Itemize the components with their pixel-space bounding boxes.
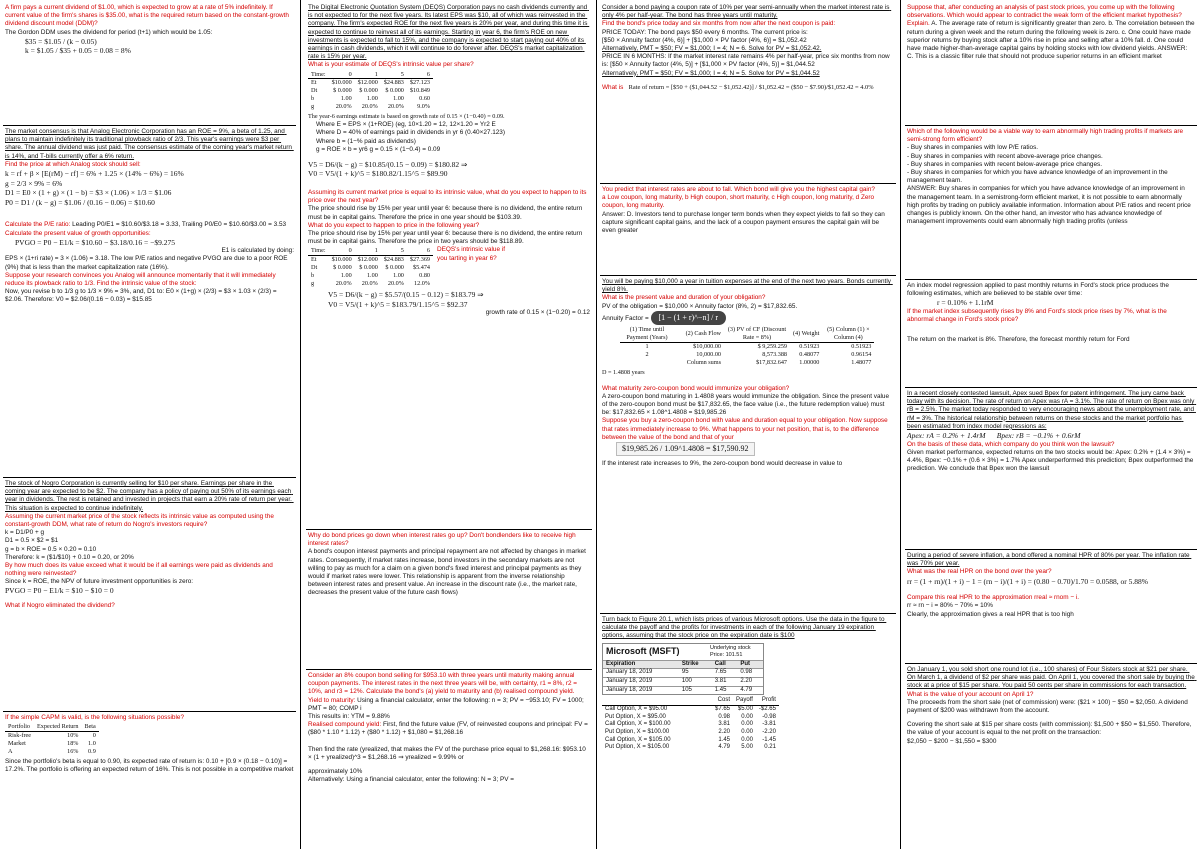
- question-text: Find the price at which Analog stock should sell:: [5, 160, 141, 168]
- predict-section: [600, 183, 896, 275]
- table-cell: $10.000: [331, 79, 352, 87]
- table-cell: 3.81: [718, 721, 731, 728]
- nogro-section: [3, 477, 296, 711]
- side-note: DEQS's intrinsic value if you tarting in year 6?: [437, 246, 507, 262]
- answer-text: E1 is calculated by doing:: [221, 247, 294, 255]
- capm-table: [5, 723, 99, 756]
- equation: Apex: rA = 0.2% + 1.4rM Bpex: rB = −0.1% + 0.6rM: [907, 430, 1081, 440]
- table-row: [602, 714, 779, 722]
- answer-text: D = 1.4808 years: [602, 368, 645, 376]
- equation: $19,985.26 / 1.09^1.4808 = $17,590.92: [616, 442, 755, 456]
- answer-text: First, find the future value (FV, of reinvested coupons and principal: FV = ($80 * 1.10 * 1.12) + ($80 * 1.12) + $1,080 = $1,268.16: [308, 721, 590, 737]
- answer-text: D1 = 0.5 × $2 = $1: [5, 537, 59, 545]
- table-header: Beta: [81, 723, 98, 731]
- annuity-formula: [1 − (1 + r)^−n] / r: [651, 311, 727, 325]
- answer-text: Where D = 40% of earnings paid in dividends in yr 6 (0.40×27.123): [316, 129, 505, 137]
- rates-section: [306, 529, 592, 669]
- question-text: Calculate the present value of growth opportunities:: [5, 229, 151, 237]
- column-4: [905, 2, 1197, 847]
- list-item: - Buy shares in companies with recent above-average price changes.: [907, 152, 1103, 160]
- table-cell: Put Option, X = $95.00: [605, 713, 666, 720]
- table-header: Payoff: [733, 697, 756, 705]
- answer-text: g = b × ROE = 0.5 × 0.20 = 0.10: [5, 545, 97, 553]
- question-text: Calculate the P/E ratio:: [5, 221, 71, 229]
- table-cell: Dt: [311, 87, 318, 95]
- table-cell: Put Option, X = $100.00: [605, 729, 670, 735]
- table-row: [308, 95, 433, 103]
- answer-text: [$50 × Annuity factor (4%, 6)] + [$1,000 × PV factor (4%, 6)] = $1,052.42: [602, 36, 807, 44]
- question-text: What is the value of your account on April 1?: [907, 690, 1034, 698]
- question-text: Which of the following would be a viable way to earn abnormally high trading profits if markets are semi-strong form efficient?: [907, 128, 1185, 144]
- answer-text: EPS × (1+ri rate) = 3 × (1.06) = 3.18. The low P/E ratios and negative PVGO are due to a poor ROE (9%) that is less than the market capitalization rate (16%).: [5, 255, 290, 271]
- answer-text: A zero-coupon bond maturing in 1.4808 years would immunize the obligation. Since the present value of the zero-coupon bond must be $17,832.65, the face value (i.e., the future redemption value) must be: $17,832.65 × 1.08^1.4808 = $19,985.26: [602, 392, 891, 417]
- table-cell: -1.45: [762, 736, 776, 743]
- table-cell: Market: [8, 740, 26, 748]
- table-cell: 8,573.388: [762, 350, 787, 358]
- table-cell: 1.00: [340, 95, 352, 103]
- msft-section: [600, 613, 896, 757]
- question-text: Turn back to Figure 20.1, which lists prices of various Microsoft options. Use the data in the figure to calculate the payoff and the profits for investments in each of the following January 19 expiration options, assuming that the stock price on the expiration date is $100: [602, 616, 887, 640]
- table-row: [602, 744, 779, 752]
- column-divider: [596, 0, 597, 849]
- question-text: If the simple CAPM is valid, is the following situations possible?: [5, 714, 185, 721]
- table-cell: 0.00: [741, 729, 753, 735]
- answer-text: Clearly, the approximation gives a real HPR that is too high: [907, 610, 1074, 618]
- table-header: (2) Cash Flow: [674, 326, 724, 342]
- equation: Rate of return = [$50 + ($1,044.52 − $1,052.42)] / $1,052.42 = ($50 − $7.90)/$1,052.42 = 4.0%: [628, 83, 874, 91]
- table-cell: $ 0.000: [333, 264, 352, 272]
- table-cell: $7.65: [715, 705, 731, 712]
- table-cell: $ 0.000: [333, 87, 352, 95]
- table-cell: Put Option, X = $105.00: [605, 744, 670, 751]
- table-cell: 0.96154: [851, 350, 872, 358]
- deqs-section: [306, 2, 592, 529]
- answer-text: rr ≈ rn − i = 80% − 70% = 10%: [907, 602, 993, 610]
- table-header: Expiration: [603, 660, 679, 669]
- table-cell: Et: [311, 79, 317, 87]
- table-header: 0: [329, 247, 355, 255]
- table-cell: 0.9: [88, 748, 96, 755]
- equation: g = 2/3 × 9% = 6%: [5, 178, 63, 188]
- capm-section: [3, 711, 296, 777]
- question-text: What do you expect to happen to price in the following year?: [308, 221, 480, 229]
- equation: k = rf + β × [E(rM) − rf] = 6% + 1.25 × (14% − 6%) = 16%: [5, 168, 184, 178]
- table-cell: 10,000.00: [696, 350, 721, 358]
- list-item: - Buy shares in companies for which you have advance knowledge of an improvement in the management team.: [907, 168, 1170, 185]
- answer-text: $2,050 − $200 − $1,550 = $300: [907, 737, 997, 745]
- semi-annual-section: [600, 2, 896, 183]
- ddm-section: [3, 2, 296, 125]
- underlying-price: Underlying stock Price: 101.51: [710, 644, 751, 658]
- table-header: (4) Weight: [790, 326, 822, 342]
- column-divider: [300, 0, 301, 849]
- answer-text: This results in: YTM = 9.88%: [308, 712, 390, 720]
- table-header: 5: [381, 71, 407, 79]
- table-cell: 1.00: [393, 95, 404, 103]
- answer-text: growth rate of 0.15 × (1−0.20) = 0.12: [485, 309, 590, 317]
- table-cell: 0.00: [741, 721, 753, 728]
- short-sale-section: [905, 663, 1197, 749]
- answer-text: ANSWER: Buy shares in companies for which you have advance knowledge of an improvement in the management team. In a semistrong-form efficient market, it is not possible to earn abnormally high profits by trading on publicly available information. Information about P/E ratios and recent price changes is publicly known. On the other hand, an investor who has advance knowledge of management improvements could earn abnormally high trading profits (unless: [907, 185, 1193, 226]
- table-header: Call: [712, 660, 738, 669]
- table-cell: $27.123: [409, 79, 430, 87]
- question-text: What is the present value and duration of your obligation?: [602, 294, 766, 302]
- table-row: [602, 721, 779, 729]
- answer-text: The price should rise by 15% per year until year 6: because there is no dividend, the entire return must be in capital gains. Therefore the price in one year should be $103.39.: [308, 205, 585, 221]
- table-cell: 0.48077: [799, 350, 820, 358]
- table-header: Time:: [308, 71, 329, 79]
- equation: PVGO = P0 − E1/k = $10.60 − $3.18/0.16 = −$9.275: [15, 237, 175, 247]
- table-row: [308, 103, 433, 111]
- table-cell: Risk-free: [8, 732, 32, 740]
- table-row: [5, 740, 99, 748]
- question-text: Consider an 8% coupon bond selling for $953.10 with three years until maturity making annual coupon payments. The interest rates in the next three years will be, with certainty, r1 = 8%, r2 = 10%, and r3 = 12%. Calculate the bond's (a) yield to maturity and (b) realised compound yield.: [308, 672, 579, 696]
- table-cell: 0.98: [737, 669, 763, 678]
- answer-text: Now, you revise b to 1/3 g to 1/3 × 9% = 3%, and, D1 to: E0 × (1+g) × (2/3) = $3 × 1.03 × (2/3) = $2.06. Therefore: V0 = $2.06/(0.16 − 0.03) = $15.85: [5, 288, 279, 304]
- tuition-section: [600, 275, 896, 613]
- table-header: Profit: [756, 697, 779, 705]
- table-header: Put: [737, 660, 763, 669]
- table-cell: b: [311, 272, 315, 280]
- list-item: - Buy shares in companies with recent below-average price changes.: [907, 160, 1103, 168]
- table-cell: 10%: [67, 732, 79, 740]
- answer-text: g = ROE × b = yr6 g = 0.15 × (1−0.4) = 0.09: [316, 145, 441, 153]
- table-cell: $27.369: [409, 256, 430, 264]
- label: Annuity Factor =: [602, 314, 649, 322]
- table-cell: $17,832.647: [756, 358, 787, 366]
- table-header: Cost: [712, 697, 733, 705]
- table-cell: 4.79: [737, 686, 763, 694]
- answer-text: Alternatively, PMT = $50; FV = $1,000; I = 4; N = 5. Solve for PV = $1,044.52: [602, 69, 820, 77]
- table-row: [308, 87, 433, 95]
- table-cell: January 18, 2019: [603, 677, 679, 686]
- equation: D1 = E0 × (1 + g) × (1 − b) = $3 × (1.06) × 1/3 = $1.06: [5, 188, 172, 198]
- question-text: On the basis of these data, which company do you think won the lawsuit?: [907, 440, 1115, 448]
- table-cell: 105: [679, 686, 712, 694]
- answer-text: Leading P0/E1 = $10.60/$3.18 = 3.33, Trailing P0/E0 = $10.60/$3.00 = 3.53: [72, 221, 287, 229]
- table-header: 0: [329, 71, 355, 79]
- deqs-table: [308, 71, 433, 112]
- table-cell: -3.81: [762, 721, 776, 728]
- table-cell: 16%: [67, 748, 79, 755]
- column-1: [3, 2, 296, 847]
- answer-text: Therefore: k = ($1/$10) + 0.10 = 0.20, or 20%: [5, 553, 134, 561]
- table-cell: Dt: [311, 264, 318, 272]
- question-text: On January 1, you sold short one round lot (i.e., 100 shares) of Four Sisters stock at $21 per share. On March 1, a dividend of $2 per share was paid. On April 1, you covered the short sale by buying the stock at a price of $15 per share. You paid 50 cents per share in commissions for each transaction.: [907, 666, 1197, 690]
- table-cell: $5.00: [737, 705, 753, 712]
- answer-text: Where b = (1−% paid as dividends): [316, 137, 416, 145]
- table-cell: 1.00: [366, 95, 378, 103]
- table-cell: 0.60: [419, 95, 430, 103]
- question-text: An index model regression applied to past monthly returns in Ford's stock price produces the following estimates, which are believed to be stable over time:: [907, 282, 1171, 298]
- table-cell: January 18, 2019: [603, 669, 679, 678]
- table-cell: -$2.65: [758, 705, 776, 712]
- table-cell: 1.00: [340, 272, 352, 280]
- question-text: The stock of Nogro Corporation is currently selling for $10 per share. Earnings per share in the coming year are expected to be $2. The company has a policy of paying out 50% of its earnings each year in dividends. The rest is retained and invested in projects that earn a 20% rate of return per year. This situation is expected to continue indefinitely.: [5, 480, 294, 512]
- table-cell: 1.45: [718, 736, 731, 743]
- table-cell: January 18, 2019: [603, 686, 679, 694]
- question-text: Assuming the current market price of the stock reflects its intrinsic value as computed using the constant-growth DDM, what rate of return do Nogro's investors require?: [5, 512, 276, 528]
- question-text: In a recent closely contested lawsuit, Apex sued Bpex for patent infringement. The jury came back today with its decision. The rate of return on Apex was rA = 3.1%. The rate of return on Bpex was only rB = 2.5%. The market today responded to very encouraging news about the unemployment rate, and rM = 3%. The historical relationship between returns on these stocks and the market portfolio has been estimated from index model regressions as:: [907, 390, 1197, 430]
- table-cell: $5.474: [412, 264, 430, 272]
- semi-strong-section: [905, 125, 1197, 279]
- table-row: [620, 351, 874, 359]
- answer-text: If the interest rate increases to 9%, the zero-coupon bond would decrease in value to: [602, 460, 843, 468]
- table-header: Portfolio: [5, 723, 34, 731]
- table-row: [308, 79, 433, 87]
- question-text: What is: [602, 83, 624, 91]
- answer-text: Given market performance, expected returns on the two stocks would be: Apex: 0.2% + (1.4 × 3%) = 4.4%, Bpex: −0.1% + (0.6 × 3%) = 1.7% Apex underperformed this prediction; Bpex outperformed the prediction. We conclude that Bpex won the lawsuit: [907, 448, 1196, 473]
- payoff-table: [602, 697, 779, 752]
- answer-text: Answer: D. Investors tend to purchase longer term bonds when they expect yields to fall so they can capture significant capital gains, and the lack of a coupon payment ensures the capital gain will be even greater: [602, 210, 887, 234]
- table-cell: $24.883: [383, 79, 404, 87]
- table-cell: 1.00000: [799, 358, 820, 366]
- answer-text: Where E = EPS × (1+ROE) (eg, 10×1.20 = 12, 12×1.20 = Yr2 E: [316, 121, 496, 129]
- table-header: Time:: [308, 247, 329, 255]
- table-header: 5: [381, 247, 407, 255]
- table-row: [602, 737, 779, 745]
- table-cell: 20.0%: [387, 103, 404, 111]
- table-cell: 12.0%: [414, 280, 430, 288]
- table-cell: 100: [679, 677, 712, 686]
- answer-text: The price should rise by 15% per year until year 6: because there is no dividend, the entire return must be in capital gains. Therefore the price in two years should be $118.89.: [308, 230, 585, 246]
- table-row: [308, 272, 433, 280]
- table-cell: 20.0%: [361, 103, 378, 111]
- answer-text: PRICE TODAY: The bond pays $50 every 6 months. The current price is:: [602, 28, 808, 36]
- answer-text: Using a financial calculator, enter the following: n = 3; PV = −953.10; FV = 1000; PMT = 80; COMP i: [308, 696, 586, 712]
- table-cell: $ 0.000: [385, 264, 404, 272]
- question-text: By how much does its value exceed what it would be if all earnings were paid as dividends and nothing were reinvested?: [5, 561, 275, 578]
- table-cell: 1.45: [712, 686, 738, 694]
- equation: $35 = $1.05 / (k − 0.05): [25, 36, 97, 46]
- equation: V0 = V5/(1 + k)^5 = $180.82/1.15^5 = $89.90: [308, 169, 448, 179]
- column-3: [600, 2, 896, 847]
- table-cell: Column sums: [686, 358, 721, 366]
- table-cell: $ 0.000: [359, 264, 378, 272]
- table-cell: Call Option, X = $95.00: [605, 705, 668, 712]
- answer-text: The proceeds from the short sale (net of commission) were: ($21 × 100) − $50 = $2,050. A dividend payment of $200 was withdrawn from the account.: [907, 698, 1190, 714]
- table-cell: 4.79: [718, 744, 731, 751]
- table-header: 6: [407, 247, 433, 255]
- equation: r = 0.10% + 1.1rM: [937, 298, 994, 308]
- table-cell: 2: [645, 350, 649, 358]
- table-header: 6: [407, 71, 433, 79]
- table-cell: 0.21: [764, 744, 776, 751]
- figure-title: Microsoft (MSFT): [606, 645, 680, 656]
- equation: V5 = D6/(k − g) = $10.85/(0.15 − 0.09) = $180.82 ⇒: [308, 159, 468, 169]
- table-cell: 2.20: [718, 729, 731, 735]
- table-cell: 1.48077: [851, 358, 872, 366]
- table-cell: Call Option, X = $105.00: [605, 736, 671, 743]
- table-row: [308, 280, 433, 288]
- table-cell: $12.000: [357, 256, 378, 264]
- table-cell: 1.00: [366, 272, 378, 280]
- table-cell: 20.0%: [335, 280, 352, 288]
- emh-section: [905, 2, 1197, 125]
- equation: k = $1.05 / $35 + 0.05 = 0.08 = 8%: [25, 46, 131, 56]
- question-text: If the market index subsequently rises by 8% and Ford's stock price rises by 7%, what is the abnormal change in Ford's stock price?: [907, 307, 1169, 324]
- answer-text: Since k = ROE, the NPV of future investment opportunities is zero:: [5, 578, 194, 586]
- table-row: [620, 342, 874, 350]
- table-cell: 0.51923: [799, 342, 820, 350]
- table-cell: b: [311, 95, 315, 103]
- question-text: Why do bond prices go down when interest rates go up? Don't bondlenders like to receive high interest rates?: [308, 532, 578, 548]
- question-text: What was the real HPR on the bond over the year?: [907, 568, 1052, 576]
- table-cell: $10,000.00: [693, 342, 721, 350]
- table-cell: $12.000: [357, 79, 378, 87]
- equation: PVGO = P0 − E1/k = $10 − $10 = 0: [5, 586, 114, 596]
- answer-text: A bond's coupon interest payments and principal repayment are not affected by changes in market rates. Consequently, if market rates increase, bond investors in the secondary markets are not willing to pay as much for a claim on a given bond's fixed interest and principal payments as they would if market rates were lower. This relationship is apparent from the inverse relationship between interest rates and present value. An increase in the discount rate (i.e., the market rate, decreases the present value of the future cash flows): [308, 548, 588, 597]
- table-cell: $24.883: [383, 256, 404, 264]
- table-cell: $ 0.000: [359, 87, 378, 95]
- table-row: [5, 732, 99, 740]
- table-cell: 95: [679, 669, 712, 678]
- question-text: You will be paying $10,000 a year in tuition expenses at the end of the next two years. Bonds currently yield 8%.: [602, 278, 893, 294]
- table-header: Strike: [679, 660, 712, 669]
- table-cell: 7.65: [712, 669, 738, 678]
- table-row: [308, 256, 433, 264]
- table-cell: 0.00: [741, 736, 753, 743]
- table-header: 1: [355, 247, 381, 255]
- answer-text: Covering the short sale at $15 per share costs (with commission): $1,500 + $50 = $1,550. Therefore, the value of your account is equal to the net profit on the transaction:: [907, 721, 1194, 737]
- equation: V5 = D6/(k − g) = $5.57/(0.15 − 0.12) = $183.79 ⇒: [328, 290, 484, 300]
- table-cell: 20.0%: [335, 103, 352, 111]
- equation: V0 = V5/(1 + k)^5 = $183.79/1.15^5 = $92.37: [328, 299, 468, 309]
- answer-text: k = D1/P0 + g: [5, 529, 45, 537]
- table-cell: Et: [311, 256, 317, 264]
- table-cell: 1.0: [88, 740, 96, 748]
- answer-text: approximately 10%: [308, 767, 363, 775]
- table-cell: $10.849: [409, 87, 430, 95]
- question-text: Compare this real HPR to the approximation rreal ≈ rnom − i.: [907, 594, 1080, 602]
- question-text: During a period of severe inflation, a bond offered a nominal HPR of 80% per year. The inflation rate was 70% per year.: [907, 552, 1192, 568]
- table-header: [602, 697, 712, 705]
- table-cell: 3.81: [712, 677, 738, 686]
- table-row: [620, 359, 874, 367]
- table-row: [603, 686, 763, 694]
- answer-text: The Gordon DDM uses the dividend for period (t+1) which would be 1.05:: [5, 28, 213, 36]
- question-text: Consider a bond paying a coupon rate of 10% per year semi-annually when the market interest rate is only 4% per half-year. The bond has three years until maturity.: [602, 4, 892, 20]
- table-cell: g: [311, 280, 315, 288]
- table-header: Expected Return: [34, 723, 81, 731]
- table-cell: 18%: [67, 740, 79, 748]
- table-cell: 5.00: [741, 744, 753, 751]
- answer-text: Alternatively, PMT = $50; FV = $1,000; I = 4; N = 6. Solve for PV = $1,052.42.: [602, 44, 822, 52]
- apex-section: [905, 387, 1197, 549]
- question-text: Suppose you buy a zero-coupon bond with value and duration equal to your obligation. Now suppose that rates immediately increase to 9%. What happens to your net position, that is, to the difference between the value of the bond and that of your: [602, 417, 890, 441]
- answer-text: The return on the market is 8%. Therefore, the forecast monthly return for Ford: [907, 336, 1130, 344]
- ford-section: [905, 279, 1197, 387]
- question-text: Find the bond's price today and six months from now after the next coupon is paid:: [602, 20, 836, 28]
- question-text: Suppose that, after conducting an analysis of past stock prices, you come up with the following observations. Which would appear to contradict the weak form of the efficient market hypothesis? Explain.: [907, 4, 1184, 28]
- table-cell: 2.20: [737, 677, 763, 686]
- column-2: [306, 2, 592, 847]
- deqs-table-2: [308, 247, 433, 288]
- column-divider: [900, 0, 901, 849]
- question-text: Suppose your research convinces you Analog will announce momentarily that it will immediately reduce its plowback ratio to 1/3. Find the intrinsic value of the stock:: [5, 271, 278, 288]
- label: Yield to maturity:: [308, 696, 356, 704]
- answer-text: The year-6 earnings estimate is based on growth rate of 0.15 × (1−0.40) = 0.09.: [308, 113, 505, 121]
- question-text: A firm pays a current dividend of $1.00, which is expected to grow at a rate of 5% indefinitely. If current value of the firm's shares is $35.00, what is the required return based on the constant-growth dividend discount model (DDM)?: [5, 4, 291, 28]
- question-text: The market consensus is that Analog Electronic Corporation has an ROE = 9%, a beta of 1.25, and plans to maintain indefinitely its traditional plowback ratio of 2/3. This year's earnings were $3 per share. The annual dividend was just paid. The consensus estimate of the coming year's market return is 14%, and T-bills currently offer a 6% return.: [5, 128, 294, 160]
- table-cell: 9.0%: [417, 103, 430, 111]
- table-cell: -2.20: [762, 729, 776, 735]
- list-item: - Buy shares in companies with low P/E ratios.: [907, 144, 1039, 152]
- question-text: What maturity zero-coupon bond would immunize your obligation?: [602, 384, 790, 392]
- question-text: a Low coupon, long maturity, b High coupon, short maturity, c High coupon, long maturity, d Zero coupon, long maturity.: [602, 194, 876, 210]
- table-cell: A: [8, 748, 13, 755]
- table-cell: 0: [92, 732, 96, 740]
- table-row: [5, 748, 99, 756]
- table-cell: 0.51923: [851, 342, 872, 350]
- answer-text: PV of the obligation = $10,000 × Annuity factor (8%, 2) = $17,832.65.: [602, 302, 798, 310]
- coupon8-section: [306, 669, 592, 787]
- table-cell: 1.00: [393, 272, 404, 280]
- table-cell: $10.000: [331, 256, 352, 264]
- question-text: Assuming its current market price is equal to its intrinsic value, what do you expect to happen to its price over the next year?: [308, 189, 589, 205]
- table-cell: 20.0%: [361, 280, 378, 288]
- table-cell: g: [311, 103, 315, 111]
- answer-text: Then find the rate (yrealized, that makes the FV of the purchase price equal to $1,268.16: $953.10 × (1 + yrealized)^3 = $1,268.16 ⇒ yrealized = 9.99% or: [308, 745, 588, 761]
- equation: rr = (1 + rn)/(1 + i) − 1 = (rn − i)/(1 + i) = (0.80 − 0.70)/1.70 = 0.0588, or 5.88%: [907, 576, 1149, 586]
- label: Realised compound yield:: [308, 721, 382, 729]
- question-text: The Digital Electronic Quotation System (DEQS) Corporation pays no cash dividends currently and is not expected to for the next five years. Its latest EPS was $10, all of which was reinvested in the company. The firm's expected ROE for the next five years is 20% per year, and during this time it is expected to continue to reinvest all of its earnings. Starting in year 6, the firm's ROE on new investments is expected to fall to 15%, and the company is expected to start paying out 40% of its earnings in cash dividends, which it will continue to do forever after. DEQS's market capitalization rate is 15% per year.: [308, 4, 590, 61]
- table-cell: $ 0.000: [385, 87, 404, 95]
- answer-text: Since the portfolio's beta is equal to 0.90, its expected rate of return is: 0.10 + [0.9 × (0.18 − 0.10)] = 17.2%. The portfolio is offering an expected return of 16%. This is not possible in a competitive market: [5, 757, 294, 774]
- table-row: [603, 677, 763, 686]
- table-cell: 1: [645, 342, 649, 350]
- msft-options-figure: [602, 643, 764, 696]
- table-header: (1) Time until Payment (Years): [620, 326, 674, 342]
- answer-text: PRICE IN 6 MONTHS: If the market interest rate remains 4% per half-year, price six months from now is: [$50 × Annuity factor (4%, 5)] + [$1,000 × PV factor (4%, 5)] = $1,044.52: [602, 53, 892, 69]
- question-text: You predict that interest rates are about to fall. Which bond will give you the highest capital gain?: [602, 186, 875, 193]
- table-cell: Call Option, X = $100.00: [605, 721, 671, 728]
- table-row: [602, 729, 779, 737]
- table-cell: 0.98: [718, 713, 731, 720]
- question-text: What is your estimate of DEQS's intrinsic value per share?: [308, 61, 474, 69]
- table-header: 1: [355, 71, 381, 79]
- table-cell: $ 9,259.259: [757, 342, 787, 350]
- answer-text: A. The average rate of return is significantly greater than zero. b. The correlation between the return during a given week and the return during the following week is zero. c. One could have made superior returns by buying stock after a 10% rise in price and selling after a 10% fall. d. One could have made higher-than-average capital gains by holding stocks with low dividend yields. ANSWER: C. This is a classic filter rule that should not produce superior returns in an efficient market: [907, 20, 1197, 61]
- table-header: (3) PV of CF (Discount Rate = 8%): [724, 326, 790, 342]
- nominal-hpr-section: [905, 549, 1197, 663]
- analog-section: [3, 125, 296, 477]
- table-row: [308, 264, 433, 272]
- table-cell: 0.80: [419, 272, 430, 280]
- answer-text: Alternatively: Using a financial calculator, enter the following: N = 3; PV =: [308, 776, 515, 784]
- table-cell: 0.00: [741, 713, 753, 720]
- table-row: [603, 669, 763, 678]
- table-header: (5) Column (1) × Column (4): [822, 326, 874, 342]
- question-text: What if Nogro eliminated the dividend?: [5, 602, 115, 610]
- table-cell: 20.0%: [387, 280, 404, 288]
- table-row: [602, 705, 779, 713]
- duration-table: [620, 326, 874, 367]
- equation: P0 = D1 / (k − g) = $1.06 / (0.16 − 0.06) = $10.60: [5, 197, 155, 207]
- table-cell: -0.98: [762, 713, 776, 720]
